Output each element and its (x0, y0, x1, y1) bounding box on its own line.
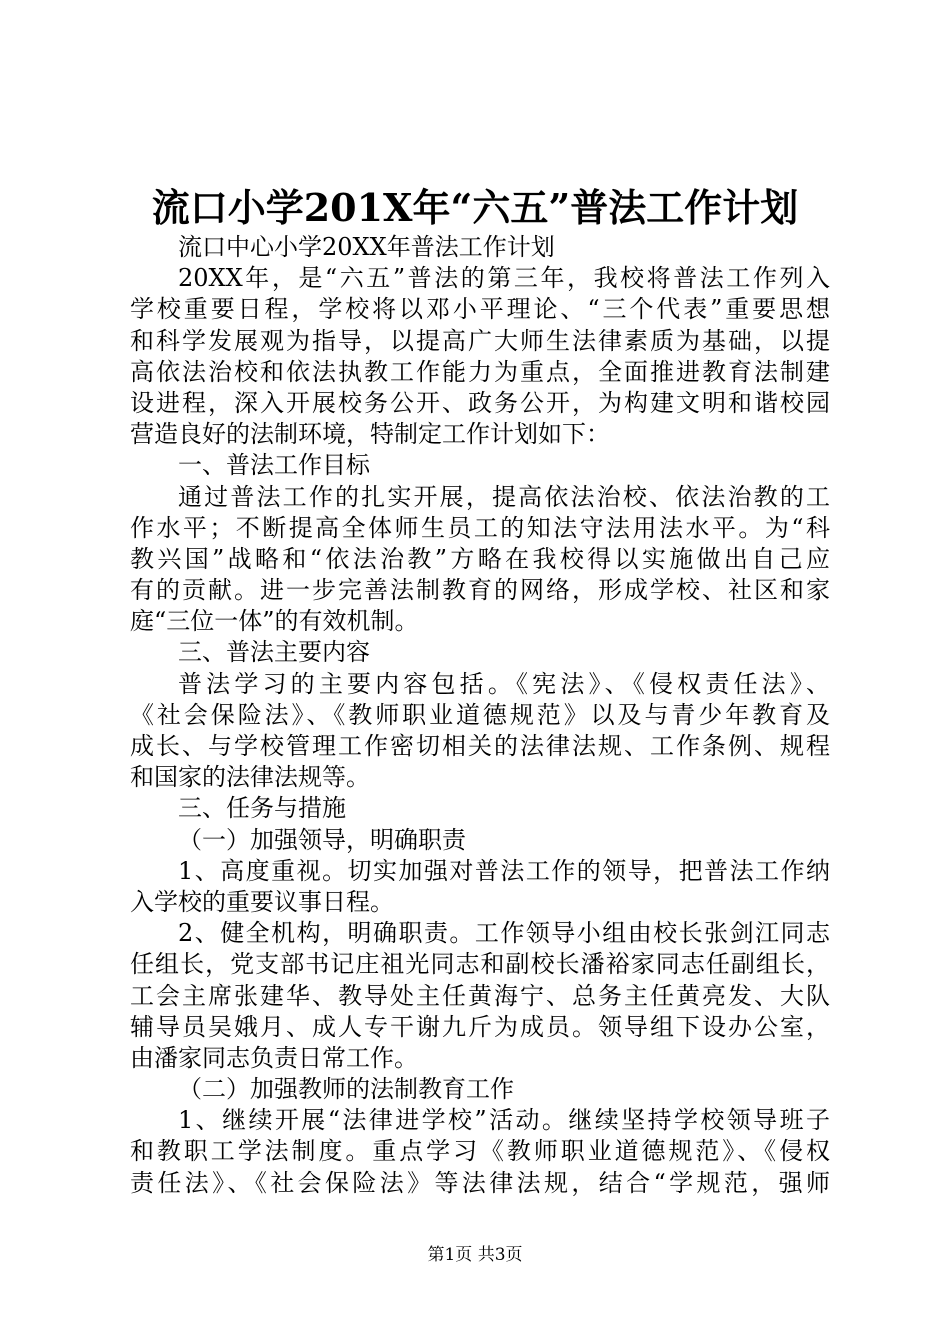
subtitle-line: 流口中心小学20XX年普法工作计划 (178, 233, 555, 261)
paragraph-line: 《社会保险法》、《教师职业道德规范》以及与青少年教育及 (130, 700, 830, 729)
paragraph-line: 和科学发展观为指导，以提高广大师生法律素质为基础，以提 (130, 326, 830, 355)
document-body (130, 232, 830, 1199)
paragraph-line: 20XX年，是“六五”普法的第三年，我校将普法工作列入 (178, 264, 830, 293)
paragraph-line: 营造良好的法制环境，特制定工作计划如下： (130, 420, 610, 449)
paragraph-line: 2、健全机构，明确职责。工作领导小组由校长张剑江同志 (178, 919, 830, 948)
paragraph-line: 1、继续开展“法律进学校”活动。继续坚持学校领导班子 (178, 1106, 830, 1135)
subsection-heading: （二）加强教师的法制教育工作 (178, 1075, 514, 1104)
paragraph-line: 作水平；不断提高全体师生员工的知法守法用法水平。为“科 (130, 513, 830, 542)
paragraph-line: 庭“三位一体”的有效机制。 (130, 607, 419, 636)
paragraph-line: 通过普法工作的扎实开展，提高依法治校、依法治教的工 (178, 482, 830, 511)
paragraph-line: 1、高度重视。切实加强对普法工作的领导，把普法工作纳 (178, 856, 830, 885)
paragraph-line: 由潘家同志负责日常工作。 (130, 1043, 418, 1072)
paragraph-line: 学校重要日程，学校将以邓小平理论、“三个代表”重要思想 (130, 295, 830, 324)
section-heading: 三、普法主要内容 (178, 638, 370, 667)
document-title: 流口小学201X年“六五”普法工作计划 (151, 185, 799, 230)
paragraph-line: 设进程，深入开展校务公开、政务公开，为构建文明和谐校园 (130, 388, 830, 417)
paragraph-line: 和教职工学法制度。重点学习《教师职业道德规范》、《侵权 (130, 1137, 830, 1166)
paragraph-line: 和国家的法律法规等。 (130, 763, 370, 792)
paragraph-line: 普法学习的主要内容包括。《宪法》、《侵权责任法》、 (178, 669, 830, 698)
paragraph-line: 高依法治校和依法执教工作能力为重点，全面推进教育法制建 (130, 357, 830, 386)
subsection-heading: （一）加强领导，明确职责 (178, 825, 466, 854)
paragraph-line: 教兴国”战略和“依法治教”方略在我校得以实施做出自己应 (130, 544, 830, 573)
section-heading: 三、任务与措施 (178, 794, 346, 823)
paragraph-line: 任组长，党支部书记庄祖光同志和副校长潘裕家同志任副组长， (130, 950, 830, 979)
paragraph-line: 成长、与学校管理工作密切相关的法律法规、工作条例、规程 (130, 732, 830, 760)
paragraph-line: 责任法》、《社会保险法》等法律法规，结合“学规范，强师 (130, 1168, 830, 1197)
paragraph-line: 入学校的重要议事日程。 (130, 887, 394, 916)
paragraph-line: 工会主席张建华、教导处主任黄海宁、总务主任黄亮发、大队 (130, 981, 830, 1010)
page-number-footer: 第1页 共3页 (427, 1245, 523, 1265)
paragraph-line: 辅导员吴娥月、成人专干谢九斤为成员。领导组下设办公室， (130, 1012, 830, 1041)
paragraph-line: 有的贡献。进一步完善法制教育的网络，形成学校、社区和家 (130, 576, 830, 605)
section-heading: 一、普法工作目标 (178, 451, 370, 480)
